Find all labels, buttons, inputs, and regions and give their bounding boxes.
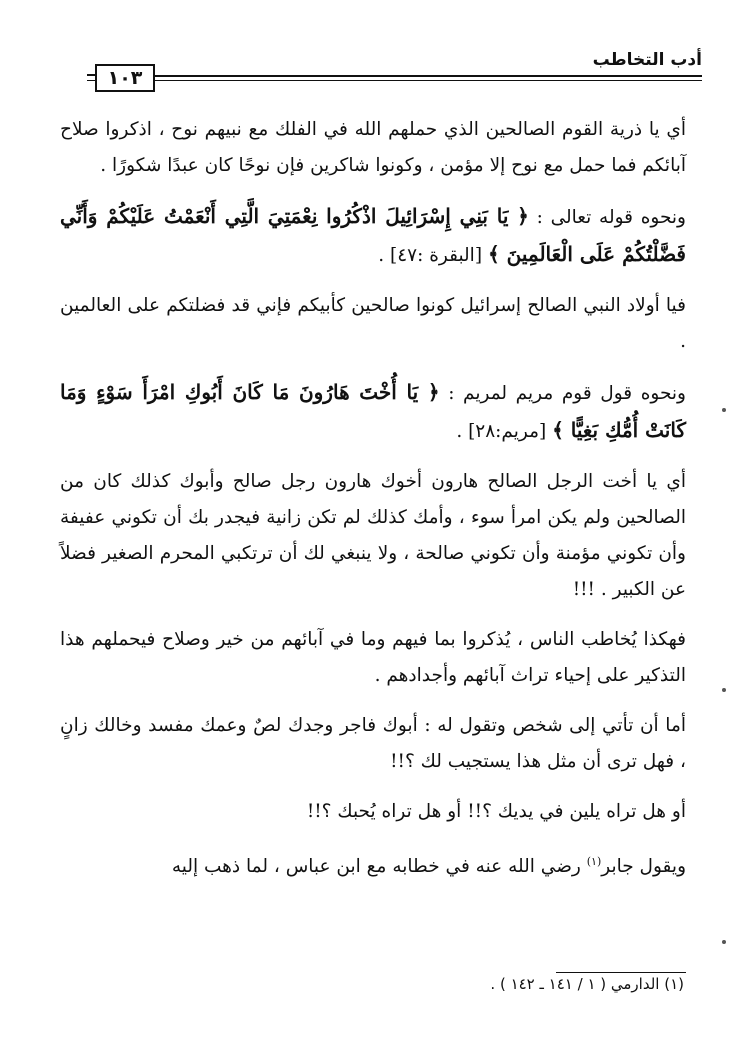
paragraph bbox=[60, 374, 686, 450]
header-rule-thin bbox=[155, 80, 702, 81]
quran-verse: ﴿ يَا بَنِي إِسْرَائِيلَ اذْكُرُوا نِعْمَتِيَ الَّتِي أَنْعَمْتُ عَلَيْكُمْ وَأَنِّي فَضَّلْتُكُمْ عَلَى الْعَالَمِينَ ﴾ bbox=[60, 204, 686, 266]
paragraph-text: ونحوه قوله تعالى : bbox=[528, 207, 686, 228]
paragraph-text: أي يا ذرية القوم الصالحين الذي حملهم الله في الفلك مع نبيهم نوح ، اذكروا صلاح آبائكم فما حمل مع نوح إلا مؤمن ، وكونوا شاكرين فإن نوحًا كان عبدًا شكورًا . bbox=[60, 119, 686, 176]
paragraph bbox=[60, 708, 686, 780]
paragraph bbox=[60, 622, 686, 694]
header-rule bbox=[155, 75, 702, 77]
header-rule-end bbox=[87, 74, 95, 76]
paragraph bbox=[60, 198, 686, 274]
paragraph bbox=[60, 112, 686, 184]
paragraph-text: فيا أولاد النبي الصالح إسرائيل كونوا صالحين كأبيكم فإني قد فضلتكم على العالمين . bbox=[60, 295, 686, 352]
quran-verse: ﴿ يَا أُخْتَ هَارُونَ مَا كَانَ أَبُوكِ امْرَأَ سَوْءٍ وَمَا كَانَتْ أُمُّكِ بَغِيًّا ﴾ bbox=[60, 380, 686, 442]
running-title: أدب التخاطب bbox=[592, 50, 702, 70]
page-number: ١٠٣ bbox=[95, 64, 155, 92]
paragraph-text: ونحوه قول قوم مريم لمريم : bbox=[439, 383, 686, 404]
footnote-divider bbox=[556, 972, 686, 973]
paragraph-text: [البقرة :٤٧] . bbox=[378, 245, 488, 266]
paragraph-text: رضي الله عنه في خطابه مع ابن عباس ، لما ذهب إليه bbox=[171, 856, 587, 878]
paragraph-text: أو هل تراه يلين في يديك ؟!! أو هل تراه يُحبك ؟!! bbox=[306, 801, 686, 822]
margin-mark bbox=[722, 408, 726, 412]
paragraph-text: أي يا أخت الرجل الصالح هارون أخوك هارون رجل صالح وأبوك كذلك كان من الصالحين ولم يكن امرأ سوء ، وأمك كذلك لم تكن زانية فيجدر بك أن تكوني عفيفة وأن تكوني مؤمنة وأن تكوني صالحة ، ولا ينبغي لك أن ترتكبي المحرم الصغير فضلاً عن الكبير . !!! bbox=[60, 471, 686, 600]
paragraph-text: أما أن تأتي إلى شخص وتقول له : أبوك فاجر وجدك لصٌ وعمك مفسد وخالك زانٍ ، فهل ترى أن مثل هذا يستجيب لك ؟!! bbox=[60, 715, 686, 772]
margin-mark bbox=[722, 940, 726, 944]
page-header bbox=[95, 44, 702, 104]
paragraph-text: فهكذا يُخاطب الناس ، يُذكروا بما فيهم وما في آبائهم من خير وصلاح فيحملهم هذا التذكير على إحياء تراث آبائهم وأجدادهم . bbox=[60, 629, 686, 686]
paragraph bbox=[60, 288, 686, 360]
paragraph-text: ويقول جابر bbox=[601, 856, 686, 878]
paragraph-text: [مريم:٢٨] . bbox=[456, 421, 553, 442]
footnote: (١) الدارمي ( ١ / ١٤١ ـ ١٤٢ ) . bbox=[490, 975, 684, 993]
paragraph bbox=[60, 464, 686, 608]
paragraph bbox=[60, 844, 686, 885]
paragraph bbox=[60, 794, 686, 830]
margin-mark bbox=[722, 688, 726, 692]
footnote-ref: (١) bbox=[586, 855, 602, 868]
header-rule-end-thin bbox=[87, 80, 95, 81]
page-body bbox=[60, 112, 686, 885]
